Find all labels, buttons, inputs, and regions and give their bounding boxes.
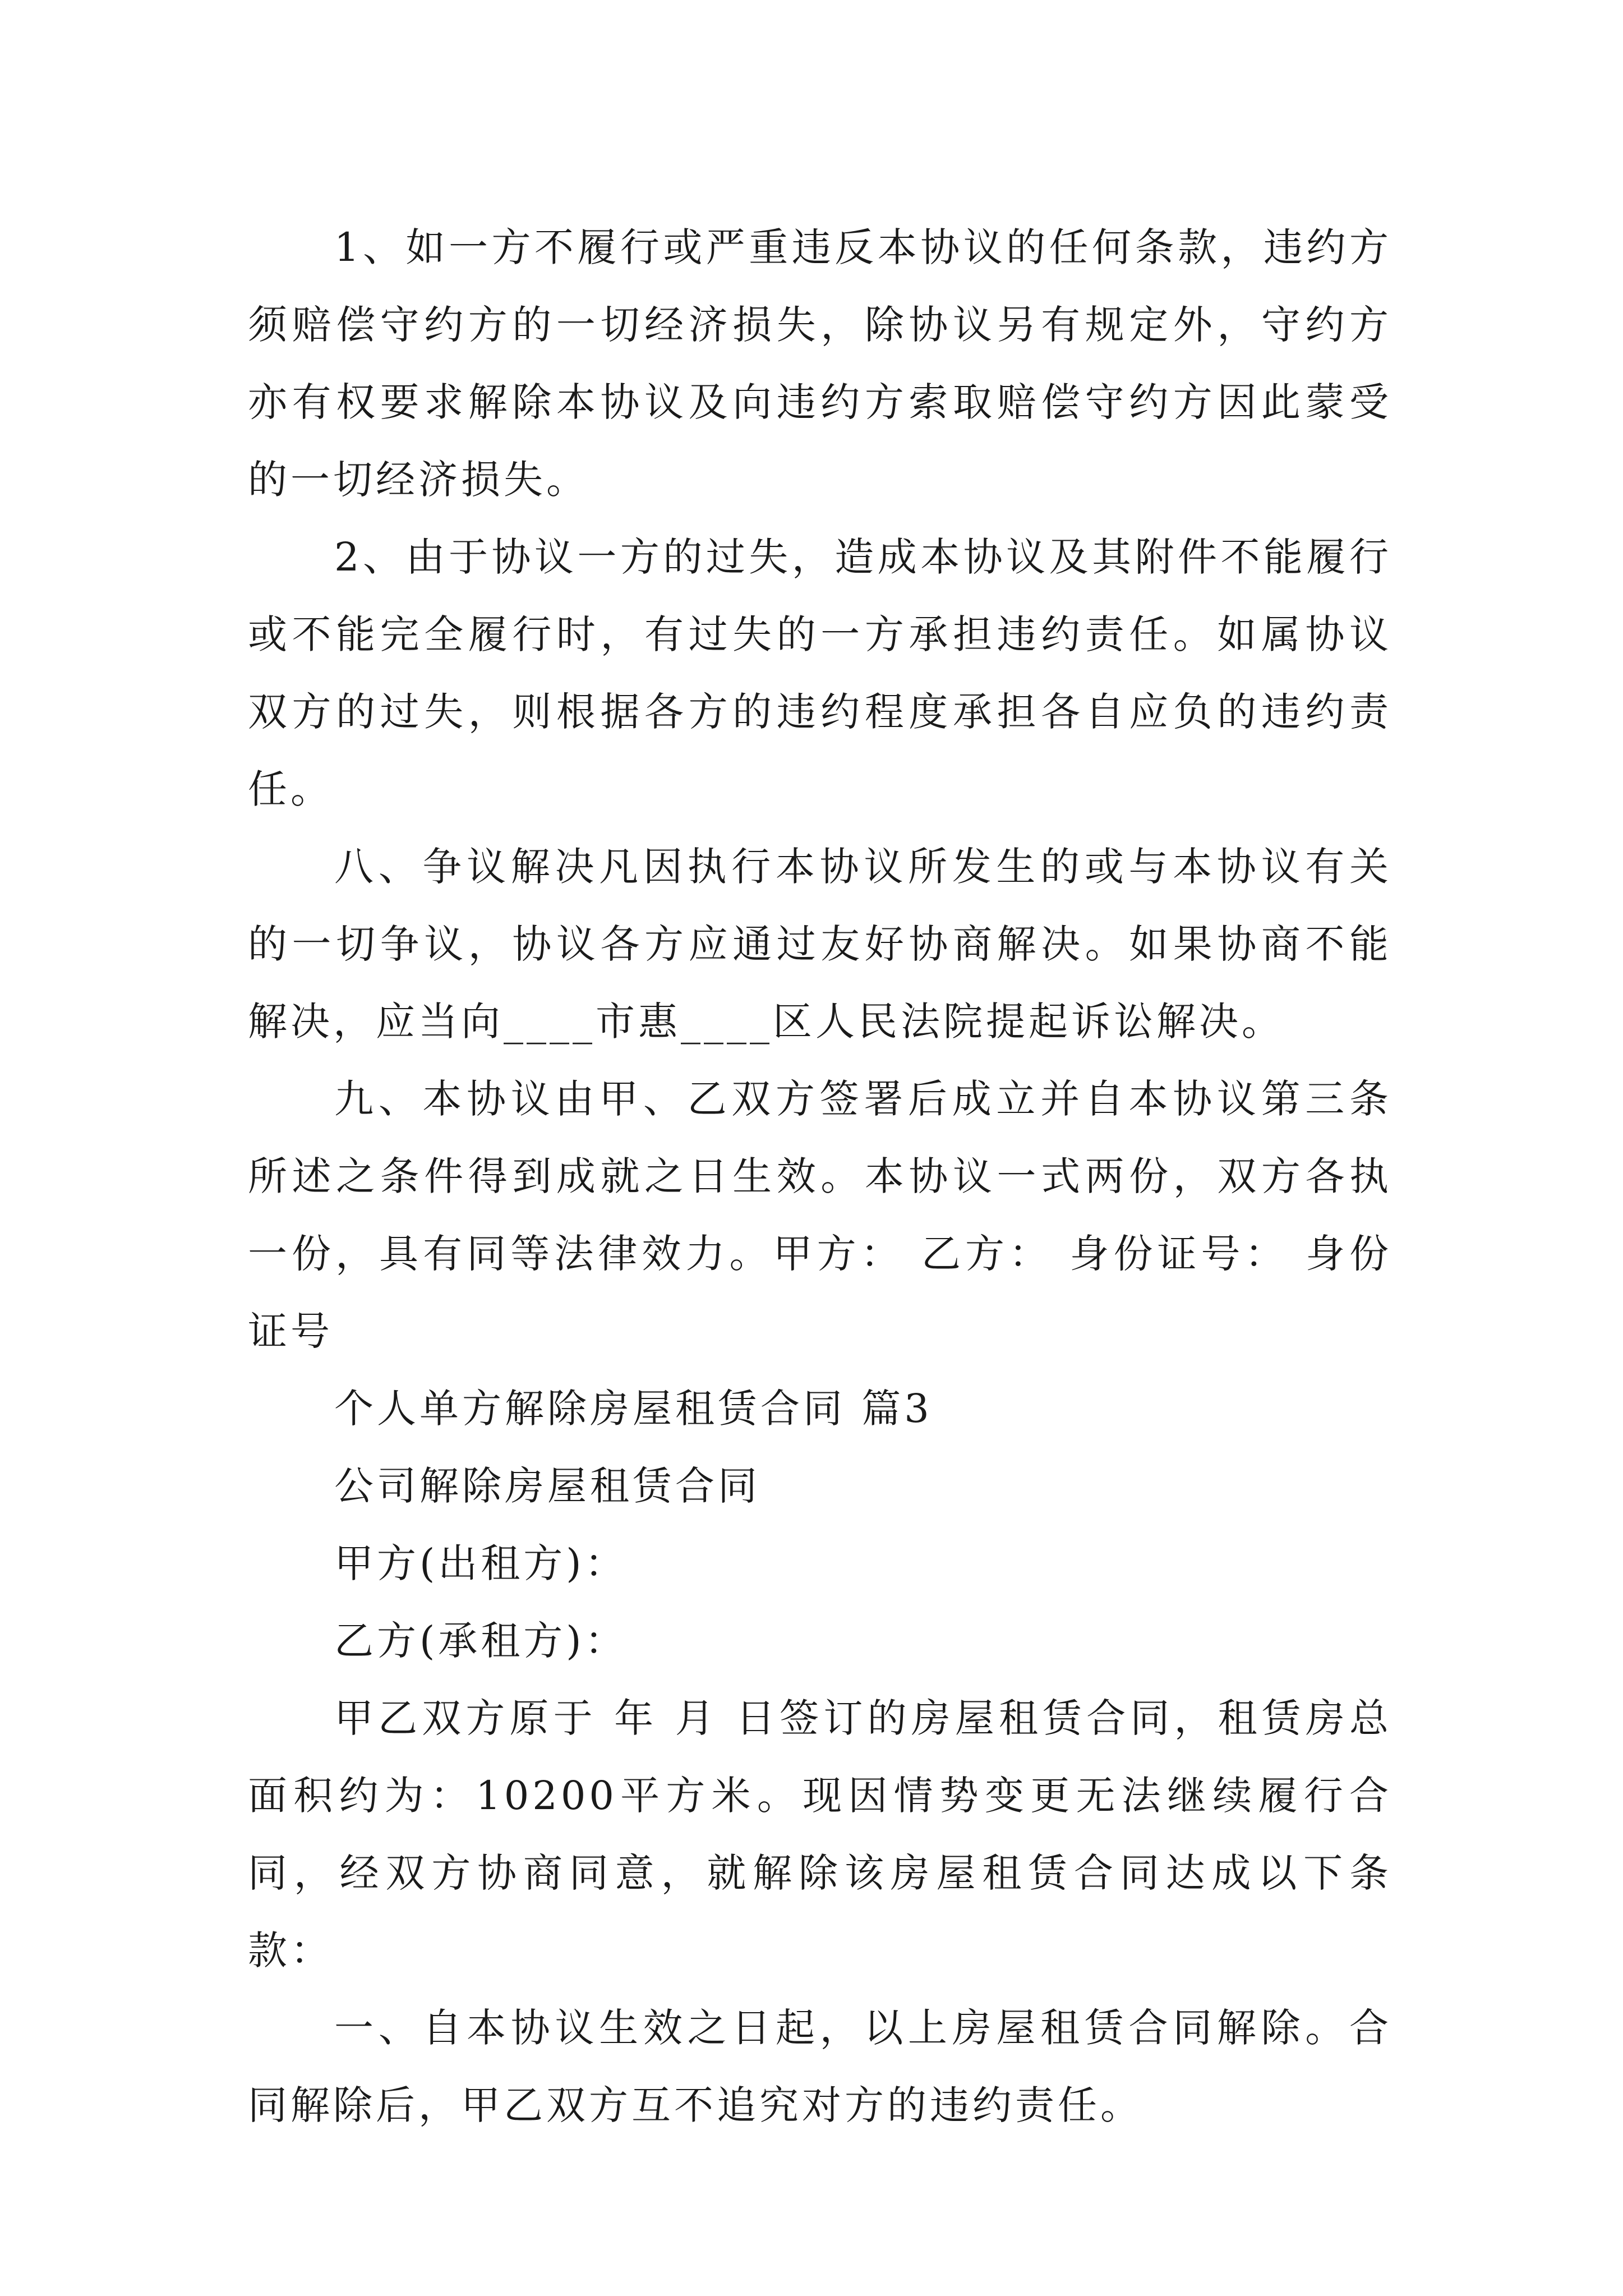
clause-dispute-resolution: 八、争议解决凡因执行本协议所发生的或与本协议有关的一切争议，协议各方应通过友好协商解决。如果协商不能解决，应当向____市惠____区人民法院提起诉讼解决。 <box>248 844 1392 1045</box>
clause-effectiveness: 九、本协议由甲、乙双方签署后成立并自本协议第三条所述之条件得到成就之日生效。本协议一式两份，双方各执一份，具有同等法律效力。甲方： 乙方： 身份证号： 身份证号 <box>248 1076 1392 1354</box>
contract-title: 公司解除房屋租赁合同 <box>334 1463 760 1509</box>
clause-fault-liability: 2、由于协议一方的过失，造成本协议及其附件不能履行或不能完全履行时，有过失的一方承担违约责任。如属协议双方的过失，则根据各方的违约程度承担各自应负的违约责任。 <box>248 534 1392 812</box>
contract-preamble: 甲乙双方原于 年 月 日签订的房屋租赁合同，租赁房总面积约为：10200平方米。现因情势变更无法继续履行合同，经双方协商同意，就解除该房屋租赁合同达成以下条款： <box>248 1695 1392 1973</box>
party-b-label: 乙方(承租方)： <box>334 1618 628 1664</box>
party-a-label: 甲方(出租方)： <box>334 1540 628 1586</box>
document-body <box>248 209 1392 2144</box>
section-title: 个人单方解除房屋租赁合同 篇3 <box>334 1386 933 1432</box>
clause-one-termination: 一、自本协议生效之日起，以上房屋租赁合同解除。合同解除后，甲乙双方互不追究对方的违约责任。 <box>248 2005 1392 2128</box>
clause-breach-compensation: 1、如一方不履行或严重违反本协议的任何条款，违约方须赔偿守约方的一切经济损失，除协议另有规定外，守约方亦有权要求解除本协议及向违约方索取赔偿守约方因此蒙受的一切经济损失。 <box>248 224 1392 503</box>
